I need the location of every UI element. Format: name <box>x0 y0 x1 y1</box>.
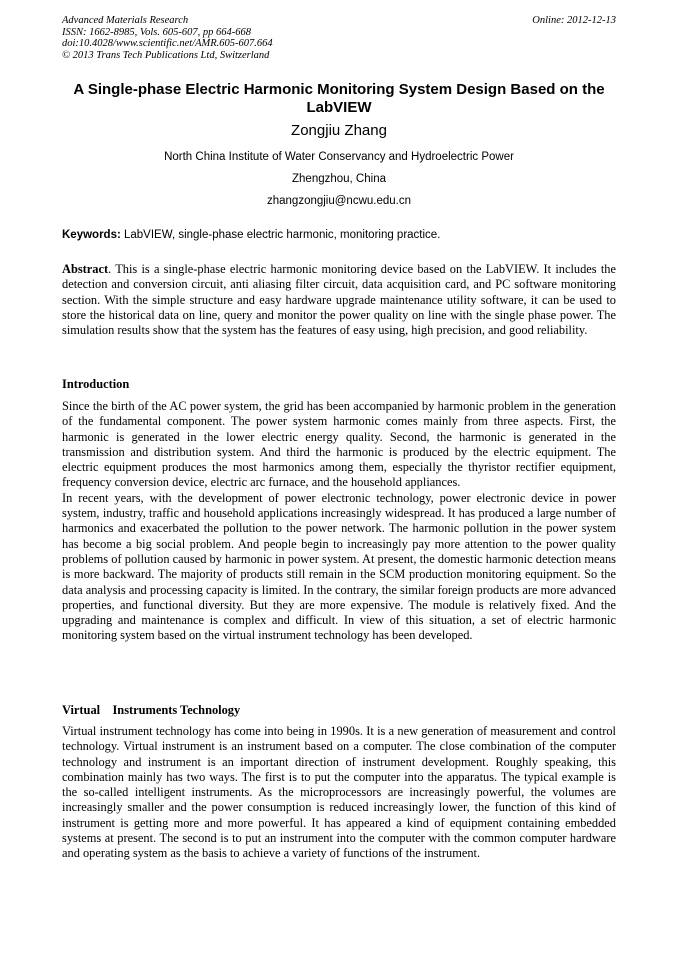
journal-header <box>62 15 616 61</box>
abstract <box>62 262 616 338</box>
keywords <box>62 228 616 242</box>
author-email: zhangzongjiu@ncwu.edu.cn <box>266 195 412 207</box>
paragraph: Virtual instrument technology has come into being in 1990s. It is a new generation of measurement and control technology. Virtual instrument is an instrument based on a computer. The close combination of the computer technology and instrument is an important direction of instrument development. Roughly speaking, this combination mainly has two ways. The first is to put the computer into the apparatus. The typical example is the so-called intelligent instruments. As the microprocessors are increasingly powerful, the volumes are increasingly smaller and the power consumption is reduced increasingly lower, the function of this kind of instrument is getting more and more powerful. It has appeared a kind of equipment containing embedded systems at present. The second is to put an instrument into the computer with the common computer hardware and operating system as the basis to achieve a variety of functions of the instrument. <box>62 724 616 861</box>
doi-line: doi:10.4028/www.scientific.net/AMR.605-607.664 <box>62 38 273 49</box>
abstract-label: Abstract <box>62 262 109 276</box>
affiliation-city: Zhengzhou, China <box>292 173 386 185</box>
paper-title: A Single-phase Electric Harmonic Monitoring System Design Based on the LabVIEW <box>73 81 605 116</box>
online-date: Online: 2012-12-13 <box>532 15 616 26</box>
introduction-body <box>62 399 616 644</box>
virtual-instruments-body <box>62 724 616 862</box>
section-heading-virtual-instruments: Virtual Instruments Technology <box>62 703 241 717</box>
issn-line: ISSN: 1662-8985, Vols. 605-607, pp 664-668 <box>62 26 251 38</box>
keywords-text: LabVIEW, single-phase electric harmonic, monitoring practice. <box>124 229 441 241</box>
copyright-line: © 2013 Trans Tech Publications Ltd, Switzerland <box>62 49 270 61</box>
paragraph: Since the birth of the AC power system, the grid has been accompanied by harmonic problem in the generation of the fundamental component. The power system harmonic comes mainly from three aspects. First, the harmonic is generated in the lower electric energy quality. Second, the harmonic is generated in the transmission and distribution system. And third the harmonic is produced by the electric equipment. The electric equipment produces the most harmonics among them, especially the thyristor rectifier equipment, frequency conversion device, electric arc furnace, and the household appliances. <box>62 399 616 490</box>
keywords-label: Keywords: <box>62 229 121 241</box>
author-name: Zongjiu Zhang <box>291 122 387 139</box>
journal-name: Advanced Materials Research <box>62 15 189 26</box>
affiliation: North China Institute of Water Conservancy and Hydroelectric Power <box>164 151 514 163</box>
abstract-text: . This is a single-phase electric harmonic monitoring device based on the LabVIEW. It includes the detection and conversion circuit, anti aliasing filter circuit, data acquisition card, and PC software monitoring section. With the simple structure and easy hardware upgrade maintenance utility software, it can be used to store the historical data on line, query and monitor the power quality on line with the single phase power. The simulation results show that the system has the features of easy using, high precision, and good reliability. <box>62 262 616 338</box>
section-heading-introduction: Introduction <box>62 377 130 391</box>
paragraph: In recent years, with the development of power electronic technology, power electronic device in power system, industry, traffic and household applications increasingly widespread. It has produced a large number of harmonics and exacerbated the pollution to the power network. The harmonic pollution in the power system has become a big social problem. And people begin to increasingly pay more attention to the power quality problems of pollution caused by harmonic in power system. At present, the domestic harmonic detection means is more backward. The majority of products still remain in the SCM production monitoring equipment. So the data analysis and processing capacity is limited. In the contrary, the similar foreign products are more advanced properties, and functional diversity. But they are more expensive. The module is relatively fixed. And the upgrading and maintenance is complex and difficult. In view of this situation, a set of electric harmonic monitoring system based on the virtual instrument technology has been developed. <box>62 490 616 643</box>
